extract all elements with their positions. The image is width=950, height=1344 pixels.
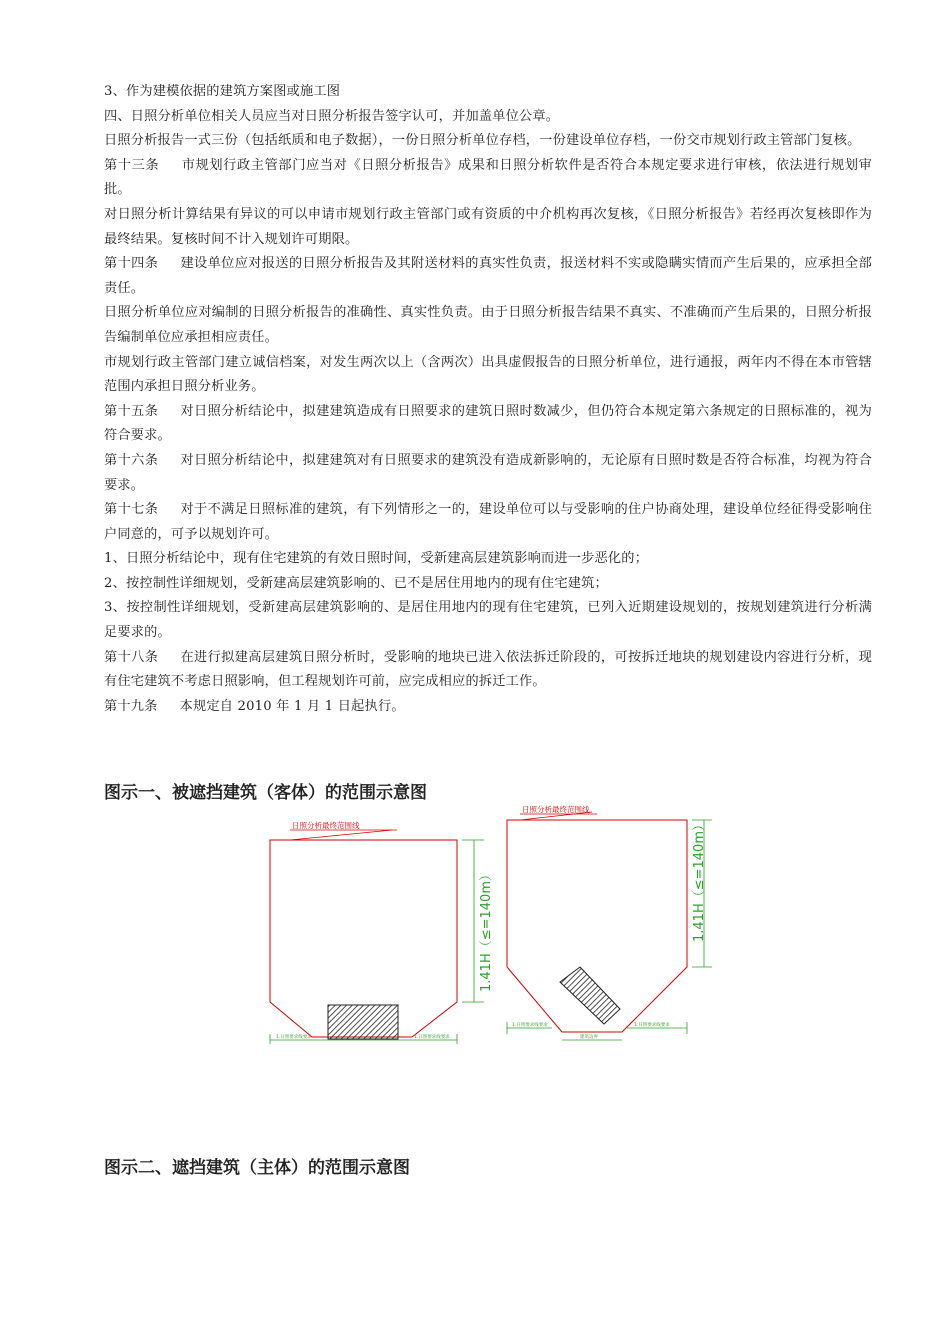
article-number: 第十四条: [104, 256, 159, 272]
paragraph-text: 日照分析单位应对编制的日照分析报告的准确性、真实性负责。由于日照分析报告结果不真实、不准确而产生后果的，日照分析报告编制单位应承担相应责任。: [104, 305, 872, 345]
document-body: [104, 80, 872, 719]
paragraph: [104, 129, 872, 154]
left-diagram: [270, 820, 494, 1044]
paragraph: [104, 498, 872, 547]
paragraph: [104, 80, 872, 105]
left-dimension-label: 1.41H（≤=140m）: [479, 868, 494, 992]
paragraph-text: 市规划行政主管部门应当对《日照分析报告》成果和日照分析软件是否符合本规定要求进行审核，依法进行规划审批。: [104, 157, 872, 198]
paragraph-text: 在进行拟建高层建筑日照分析时，受影响的地块已进入依法拆迁阶段的，可按拆迁地块的规划建设内容进行分析，现有住宅建筑不考虑日照影响，但工程规划许可前，应完成相应的拆迁工作。: [104, 649, 872, 690]
paragraph: [104, 572, 872, 597]
paragraph-text: 建设单位应对报送的日照分析报告及其附送材料的真实性负责，报送材料不实或隐瞒实情而产生后果的，应承担全部责任。: [104, 256, 872, 296]
paragraph-text: 日照分析报告一式三份（包括纸质和电子数据），一份日照分析单位存档，一份建设单位存档，一份交市规划行政主管部门复核。: [104, 133, 861, 149]
paragraph: [104, 449, 872, 498]
left-building-hatch: [328, 1005, 398, 1039]
left-range-label: 日照分析最终范围线: [292, 821, 360, 830]
paragraph-text: 对于不满足日照标准的建筑，有下列情形之一的，建设单位可以与受影响的住户协商处理，建设单位经征得受影响住户同意的，可予以规划许可。: [104, 502, 872, 542]
paragraph: [104, 105, 872, 130]
paragraph: [104, 547, 872, 572]
left-bottom-right-note: 1.日照要求线要求: [414, 1035, 450, 1040]
left-label-leader: [290, 830, 392, 840]
paragraph: [104, 596, 872, 645]
article-number: 第十三条: [104, 157, 160, 173]
figure1-diagram: [262, 805, 712, 1052]
article-number: 第十五条: [104, 403, 159, 419]
paragraph-text: 1、日照分析结论中，现有住宅建筑的有效日照时间，受新建高层建筑影响而进一步恶化的；: [104, 551, 649, 567]
paragraph-text: 对日照分析结论中，拟建建筑对有日照要求的建筑没有造成新影响的，无论原有日照时数是否符合标准，均视为符合要求。: [104, 452, 872, 493]
figure1-svg: [262, 805, 712, 1052]
paragraph-text: 市规划行政主管部门建立诚信档案，对发生两次以上（含两次）出具虚假报告的日照分析单位，进行通报，两年内不得在本市管辖范围内承担日照分析业务。: [104, 354, 872, 395]
right-range-label: 日照分析最终范围线: [522, 805, 590, 814]
right-bottom-right-note: 1.日照要求线要求: [634, 1023, 670, 1028]
article-number: 第十七条: [104, 502, 159, 518]
figure2-title: 图示二、遮挡建筑（主体）的范围示意图: [104, 1158, 410, 1178]
right-bottom-left-note: 1.日照要求线要求: [512, 1023, 548, 1028]
left-bottom-left-note: 1.日照要求线要求: [276, 1035, 312, 1040]
article-number: 第十六条: [104, 452, 159, 468]
paragraph: [104, 154, 872, 203]
paragraph: [104, 351, 872, 400]
right-bottom-center-note: 建筑边界: [580, 1035, 598, 1040]
paragraph-text: 本规定自 2010 年 1 月 1 日起执行。: [179, 698, 405, 714]
article-number: 第十九条: [104, 698, 158, 714]
right-dimension-label: 1.41H（≤=140m）: [692, 818, 707, 942]
paragraph: [104, 400, 872, 449]
right-building-hatch: [560, 967, 620, 1024]
paragraph: [104, 695, 872, 720]
article-number: 第十八条: [104, 649, 159, 665]
paragraph: [104, 203, 872, 252]
paragraph-text: 对日照分析结论中，拟建建筑造成有日照要求的建筑日照时数减少，但仍符合本规定第六条规定的日照标准的，视为符合要求。: [104, 403, 872, 444]
paragraph-text: 2、按控制性详细规划，受新建高层建筑影响的、已不是居住用地内的现有住宅建筑；: [104, 575, 608, 591]
paragraph-text: 3、作为建模依据的建筑方案图或施工图: [104, 84, 341, 99]
paragraph: [104, 646, 872, 695]
paragraph-text: 四、日照分析单位相关人员应当对日照分析报告签字认可，并加盖单位公章。: [104, 108, 560, 124]
paragraph: [104, 252, 872, 301]
paragraph-text: 3、按控制性详细规划，受新建高层建筑影响的、是居住用地内的现有住宅建筑，已列入近期建设规划的，按规划建筑进行分析满足要求的。: [104, 600, 872, 641]
paragraph: [104, 301, 872, 350]
right-diagram: [507, 804, 712, 1040]
figure1-title: 图示一、被遮挡建筑（客体）的范围示意图: [104, 783, 427, 803]
paragraph-text: 对日照分析计算结果有异议的可以申请市规划行政主管部门或有资质的中介机构再次复核，《日照分析报告》若经再次复核即作为最终结果。复核时间不计入规划许可期限。: [104, 206, 872, 247]
